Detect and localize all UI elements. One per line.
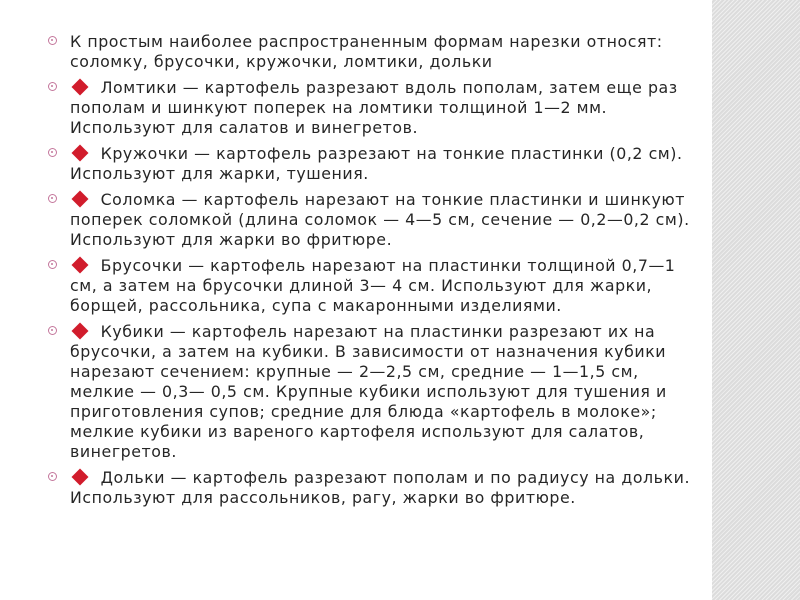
circle-bullet-icon (48, 260, 57, 269)
list-item (48, 256, 703, 316)
red-diamond-icon (72, 323, 89, 340)
list-item (48, 468, 703, 508)
circle-bullet-icon (48, 472, 57, 481)
item-text: Брусочки — картофель нарезают на пластинки толщиной 0,7—1 см, а затем на брусочки длиной 3— 4 см. Используют для жарки, борщей, рассольника, супа с макаронными изделиями. (70, 256, 676, 315)
bullet-list (48, 32, 703, 514)
decorative-side-band (712, 0, 800, 600)
list-item (48, 78, 703, 138)
item-text: Кружочки — картофель разрезают на тонкие пластинки (0,2 см). Используют для жарки, тушения. (70, 144, 683, 183)
circle-bullet-icon (48, 36, 57, 45)
list-item (48, 322, 703, 462)
item-text: К простым наиболее распространенным формам нарезки относят: соломку, брусочки, кружочки, ломтики, дольки (70, 32, 663, 71)
circle-bullet-icon (48, 82, 57, 91)
red-diamond-icon (72, 257, 89, 274)
item-text: Соломка — картофель нарезают на тонкие пластинки и шинкуют поперек соломкой (длина соломок — 4—5 см, сечение — 0,2—0,2 см). Используют для жарки во фритюре. (70, 190, 690, 249)
circle-bullet-icon (48, 194, 57, 203)
item-text: Дольки — картофель разрезают пополам и по радиусу на дольки. Используют для рассольников, рагу, жарки во фритюре. (70, 468, 691, 507)
item-text: Кубики — картофель нарезают на пластинки разрезают их на брусочки, а затем на кубики. В зависимости от назначения кубики нарезают сечением: крупные — 2—2,5 см, средние — 1—1,5 см, мелкие — 0,3— 0,5 см. Крупные кубики используют для тушения и приготовления супов; средние для блюда «картофель в молоке»; мелкие кубики из вареного картофеля используют для салатов, винегретов. (70, 322, 667, 461)
circle-bullet-icon (48, 326, 57, 335)
red-diamond-icon (72, 79, 89, 96)
list-item (48, 32, 703, 72)
list-item (48, 190, 703, 250)
list-item (48, 144, 703, 184)
red-diamond-icon (72, 145, 89, 162)
red-diamond-icon (72, 469, 89, 486)
red-diamond-icon (72, 191, 89, 208)
circle-bullet-icon (48, 148, 57, 157)
item-text: Ломтики — картофель разрезают вдоль пополам, затем еще раз пополам и шинкуют поперек на ломтики толщиной 1—2 мм. Используют для салатов и винегретов. (70, 78, 678, 137)
